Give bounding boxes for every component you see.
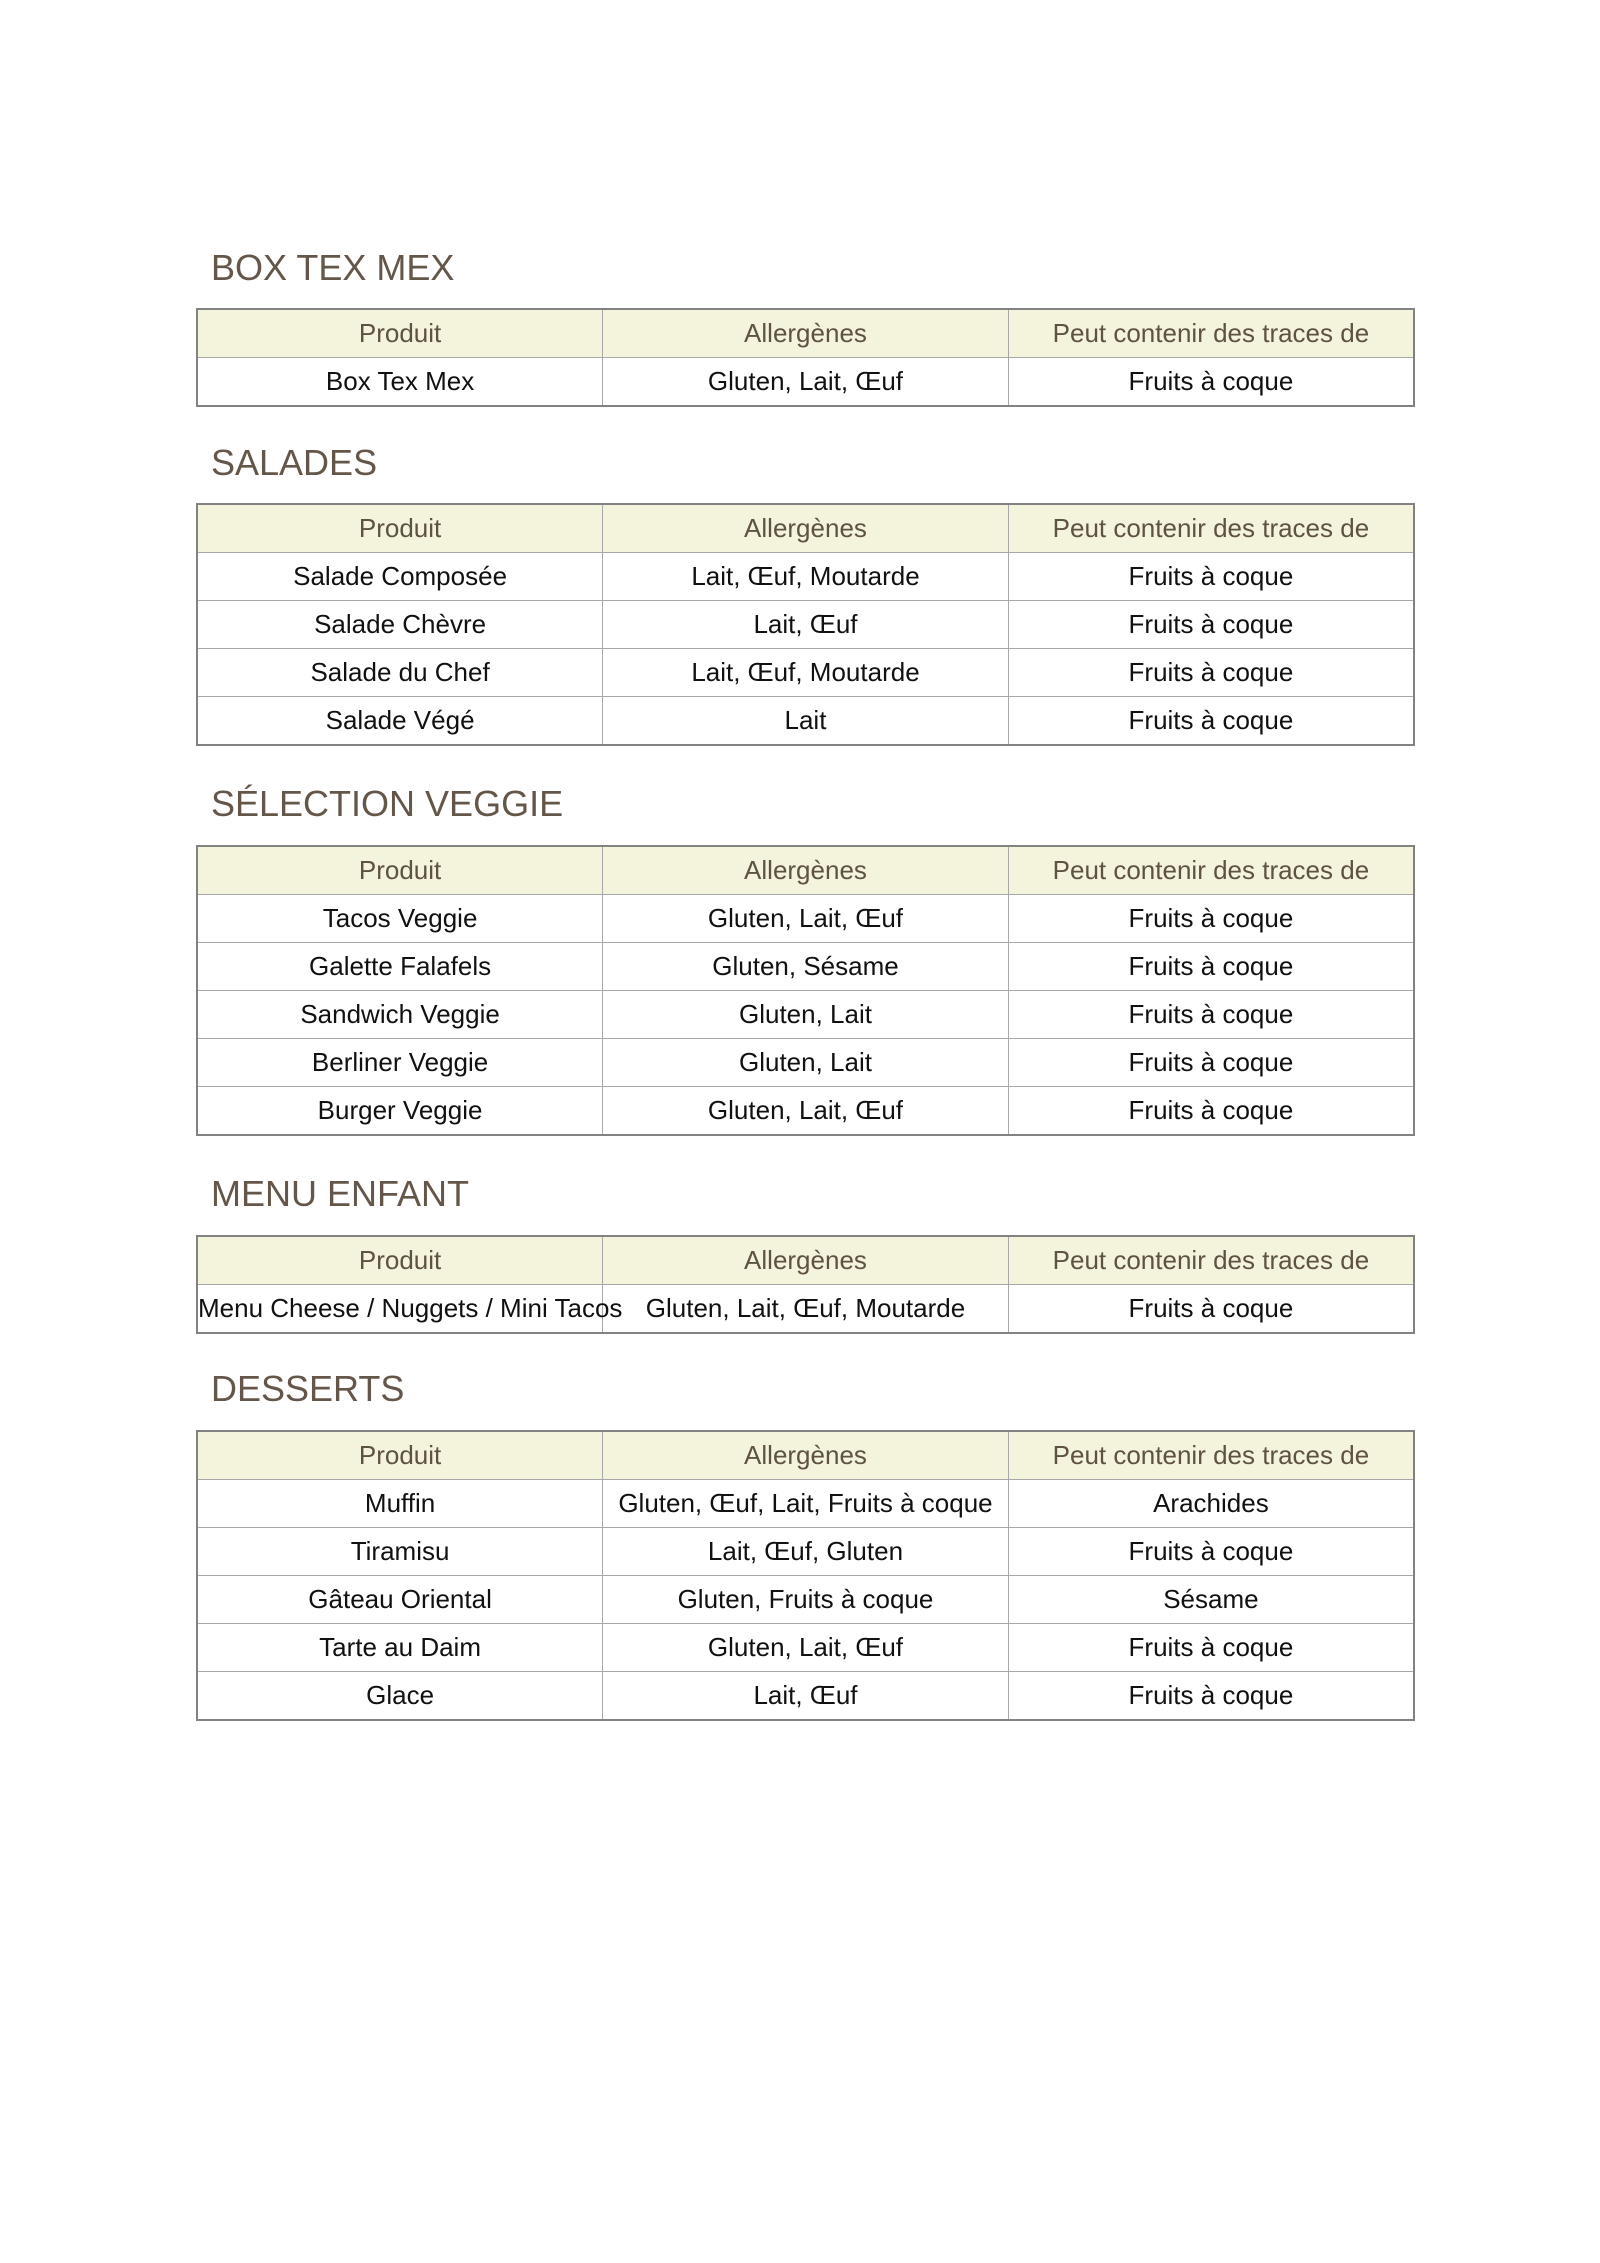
allergens-cell: Gluten, Œuf, Lait, Fruits à coque xyxy=(603,1480,1009,1528)
allergen-table-desserts xyxy=(196,1430,1415,1721)
allergens-cell: Gluten, Lait, Œuf xyxy=(603,1087,1009,1136)
table-row xyxy=(197,1672,1414,1721)
table-row xyxy=(197,895,1414,943)
product-cell: Gâteau Oriental xyxy=(197,1576,603,1624)
allergens-cell: Gluten, Lait, Œuf, Moutarde xyxy=(603,1285,1009,1334)
table-row xyxy=(197,601,1414,649)
product-cell: Tiramisu xyxy=(197,1528,603,1576)
column-header-product: Produit xyxy=(197,504,603,553)
traces-cell: Arachides xyxy=(1008,1480,1414,1528)
allergens-cell: Lait, Œuf, Gluten xyxy=(603,1528,1009,1576)
allergens-cell: Gluten, Sésame xyxy=(603,943,1009,991)
product-cell: Glace xyxy=(197,1672,603,1721)
table-row xyxy=(197,1087,1414,1136)
allergens-cell: Gluten, Fruits à coque xyxy=(603,1576,1009,1624)
traces-cell: Fruits à coque xyxy=(1008,943,1414,991)
product-cell: Tacos Veggie xyxy=(197,895,603,943)
column-header-traces: Peut contenir des traces de xyxy=(1008,1236,1414,1285)
table-header-row xyxy=(197,1236,1414,1285)
traces-cell: Fruits à coque xyxy=(1008,895,1414,943)
allergens-cell: Gluten, Lait xyxy=(603,1039,1009,1087)
allergens-cell: Lait, Œuf xyxy=(603,601,1009,649)
product-cell: Sandwich Veggie xyxy=(197,991,603,1039)
traces-cell: Fruits à coque xyxy=(1008,991,1414,1039)
column-header-product: Produit xyxy=(197,846,603,895)
column-header-traces: Peut contenir des traces de xyxy=(1008,846,1414,895)
section-title-box-tex-mex: BOX TEX MEX xyxy=(211,247,455,288)
table-row xyxy=(197,991,1414,1039)
product-cell: Burger Veggie xyxy=(197,1087,603,1136)
traces-cell: Fruits à coque xyxy=(1008,697,1414,746)
table-row xyxy=(197,943,1414,991)
traces-cell: Fruits à coque xyxy=(1008,358,1414,407)
product-cell: Tarte au Daim xyxy=(197,1624,603,1672)
column-header-allergens: Allergènes xyxy=(603,309,1009,358)
table-row xyxy=(197,1576,1414,1624)
allergens-cell: Gluten, Lait, Œuf xyxy=(603,358,1009,407)
product-cell: Berliner Veggie xyxy=(197,1039,603,1087)
table-header-row xyxy=(197,504,1414,553)
table-row xyxy=(197,553,1414,601)
allergen-table-salades xyxy=(196,503,1415,746)
allergens-cell: Lait xyxy=(603,697,1009,746)
traces-cell: Fruits à coque xyxy=(1008,601,1414,649)
traces-cell: Fruits à coque xyxy=(1008,1039,1414,1087)
section-title-menu-enfant: MENU ENFANT xyxy=(211,1173,470,1214)
table-header-row xyxy=(197,1431,1414,1480)
section-title-desserts: DESSERTS xyxy=(211,1368,405,1409)
allergens-cell: Gluten, Lait xyxy=(603,991,1009,1039)
column-header-allergens: Allergènes xyxy=(603,1236,1009,1285)
section-title-salades: SALADES xyxy=(211,442,378,483)
traces-cell: Fruits à coque xyxy=(1008,1624,1414,1672)
section-title-selection-veggie: SÉLECTION VEGGIE xyxy=(211,783,564,824)
column-header-allergens: Allergènes xyxy=(603,504,1009,553)
table-header-row xyxy=(197,309,1414,358)
allergens-cell: Lait, Œuf, Moutarde xyxy=(603,553,1009,601)
column-header-product: Produit xyxy=(197,1236,603,1285)
table-row xyxy=(197,1480,1414,1528)
column-header-traces: Peut contenir des traces de xyxy=(1008,309,1414,358)
allergen-table-selection-veggie xyxy=(196,845,1415,1136)
traces-cell: Fruits à coque xyxy=(1008,1672,1414,1721)
column-header-traces: Peut contenir des traces de xyxy=(1008,504,1414,553)
column-header-product: Produit xyxy=(197,1431,603,1480)
traces-cell: Fruits à coque xyxy=(1008,1528,1414,1576)
table-header-row xyxy=(197,846,1414,895)
traces-cell: Sésame xyxy=(1008,1576,1414,1624)
column-header-traces: Peut contenir des traces de xyxy=(1008,1431,1414,1480)
product-cell: Galette Falafels xyxy=(197,943,603,991)
product-cell: Box Tex Mex xyxy=(197,358,603,407)
product-cell: Salade du Chef xyxy=(197,649,603,697)
column-header-product: Produit xyxy=(197,309,603,358)
traces-cell: Fruits à coque xyxy=(1008,1087,1414,1136)
traces-cell: Fruits à coque xyxy=(1008,1285,1414,1334)
table-row xyxy=(197,358,1414,407)
table-row xyxy=(197,649,1414,697)
product-cell: Salade Chèvre xyxy=(197,601,603,649)
product-cell: Salade Végé xyxy=(197,697,603,746)
traces-cell: Fruits à coque xyxy=(1008,649,1414,697)
table-row xyxy=(197,1528,1414,1576)
product-cell: Menu Cheese / Nuggets / Mini Tacos xyxy=(197,1285,603,1334)
traces-cell: Fruits à coque xyxy=(1008,553,1414,601)
table-row xyxy=(197,1039,1414,1087)
column-header-allergens: Allergènes xyxy=(603,846,1009,895)
table-row xyxy=(197,1624,1414,1672)
allergen-table-box-tex-mex xyxy=(196,308,1415,407)
product-cell: Salade Composée xyxy=(197,553,603,601)
table-row xyxy=(197,697,1414,746)
allergens-cell: Gluten, Lait, Œuf xyxy=(603,1624,1009,1672)
allergen-table-menu-enfant xyxy=(196,1235,1415,1334)
column-header-allergens: Allergènes xyxy=(603,1431,1009,1480)
allergens-cell: Gluten, Lait, Œuf xyxy=(603,895,1009,943)
allergens-cell: Lait, Œuf, Moutarde xyxy=(603,649,1009,697)
table-row xyxy=(197,1285,1414,1334)
allergens-cell: Lait, Œuf xyxy=(603,1672,1009,1721)
product-cell: Muffin xyxy=(197,1480,603,1528)
